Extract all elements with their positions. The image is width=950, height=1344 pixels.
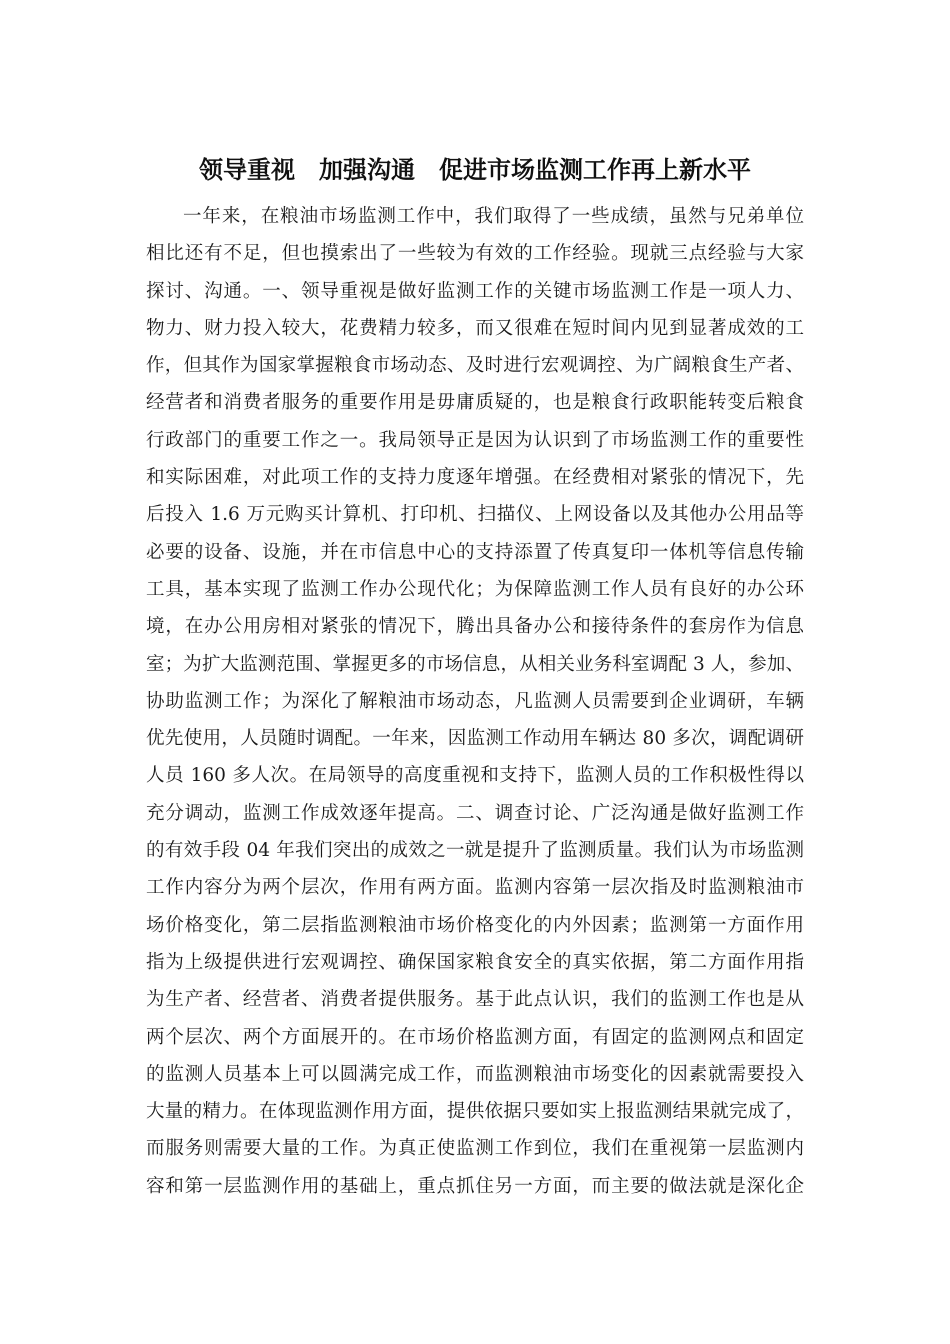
body-line: 的监测人员基本上可以圆满完成工作，而监测粮油市场变化的因素就需要投入 xyxy=(146,1063,804,1085)
document-title: 领导重视 加强沟通 促进市场监测工作再上新水平 xyxy=(199,155,751,184)
body-line: 作，但其作为国家掌握粮食市场动态、及时进行宏观调控、为广阔粮食生产者、 xyxy=(146,355,804,377)
body-line: 后投入 1.6 万元购买计算机、打印机、扫描仪、上网设备以及其他办公用品等 xyxy=(146,504,804,526)
body-line: 工作内容分为两个层次，作用有两方面。监测内容第一层次指及时监测粮油市 xyxy=(146,877,804,899)
body-line: 优先使用，人员随时调配。一年来，因监测工作动用车辆达 80 多次，调配调研 xyxy=(146,728,804,750)
body-line: 为生产者、经营者、消费者提供服务。基于此点认识，我们的监测工作也是从 xyxy=(146,989,804,1011)
body-line: 充分调动，监测工作成效逐年提高。二、调查讨论、广泛沟通是做好监测工作 xyxy=(146,802,804,824)
body-line: 和实际困难，对此项工作的支持力度逐年增强。在经费相对紧张的情况下，先 xyxy=(146,467,804,489)
body-line: 场价格变化，第二层指监测粮油市场价格变化的内外因素；监测第一方面作用 xyxy=(146,914,804,936)
body-line: 指为上级提供进行宏观调控、确保国家粮食安全的真实依据，第二方面作用指 xyxy=(146,951,804,973)
body-line: 容和第一层监测作用的基础上，重点抓住另一方面，而主要的做法就是深化企 xyxy=(146,1175,804,1197)
body-line: 大量的精力。在体现监测作用方面，提供依据只要如实上报监测结果就完成了， xyxy=(146,1101,804,1123)
body-line: 必要的设备、设施，并在市信息中心的支持添置了传真复印一体机等信息传输 xyxy=(146,541,804,563)
body-line: 工具，基本实现了监测工作办公现代化；为保障监测工作人员有良好的办公环 xyxy=(146,578,804,600)
body-line: 一年来，在粮油市场监测工作中，我们取得了一些成绩，虽然与兄弟单位 xyxy=(183,206,804,227)
document-body xyxy=(146,198,804,1205)
body-line: 人员 160 多人次。在局领导的高度重视和支持下，监测人员的工作积极性得以 xyxy=(146,765,804,787)
body-line: 协助监测工作；为深化了解粮油市场动态，凡监测人员需要到企业调研，车辆 xyxy=(146,690,804,712)
body-line: 经营者和消费者服务的重要作用是毋庸质疑的，也是粮食行政职能转变后粮食 xyxy=(146,392,804,414)
body-line: 的有效手段 04 年我们突出的成效之一就是提升了监测质量。我们认为市场监测 xyxy=(146,840,804,862)
body-line: 探讨、沟通。一、领导重视是做好监测工作的关键市场监测工作是一项人力、 xyxy=(146,280,804,302)
body-line: 室；为扩大监测范围、掌握更多的市场信息，从相关业务科室调配 3 人，参加、 xyxy=(146,653,804,675)
body-line: 物力、财力投入较大，花费精力较多，而又很难在短时间内见到显著成效的工 xyxy=(146,317,804,339)
body-line: 两个层次、两个方面展开的。在市场价格监测方面，有固定的监测网点和固定 xyxy=(146,1026,804,1048)
body-line: 而服务则需要大量的工作。为真正使监测工作到位，我们在重视第一层监测内 xyxy=(146,1138,804,1160)
body-line: 境，在办公用房相对紧张的情况下，腾出具备办公和接待条件的套房作为信息 xyxy=(146,616,804,638)
body-line: 行政部门的重要工作之一。我局领导正是因为认识到了市场监测工作的重要性 xyxy=(146,429,804,451)
body-line: 相比还有不足，但也摸索出了一些较为有效的工作经验。现就三点经验与大家 xyxy=(146,243,804,265)
